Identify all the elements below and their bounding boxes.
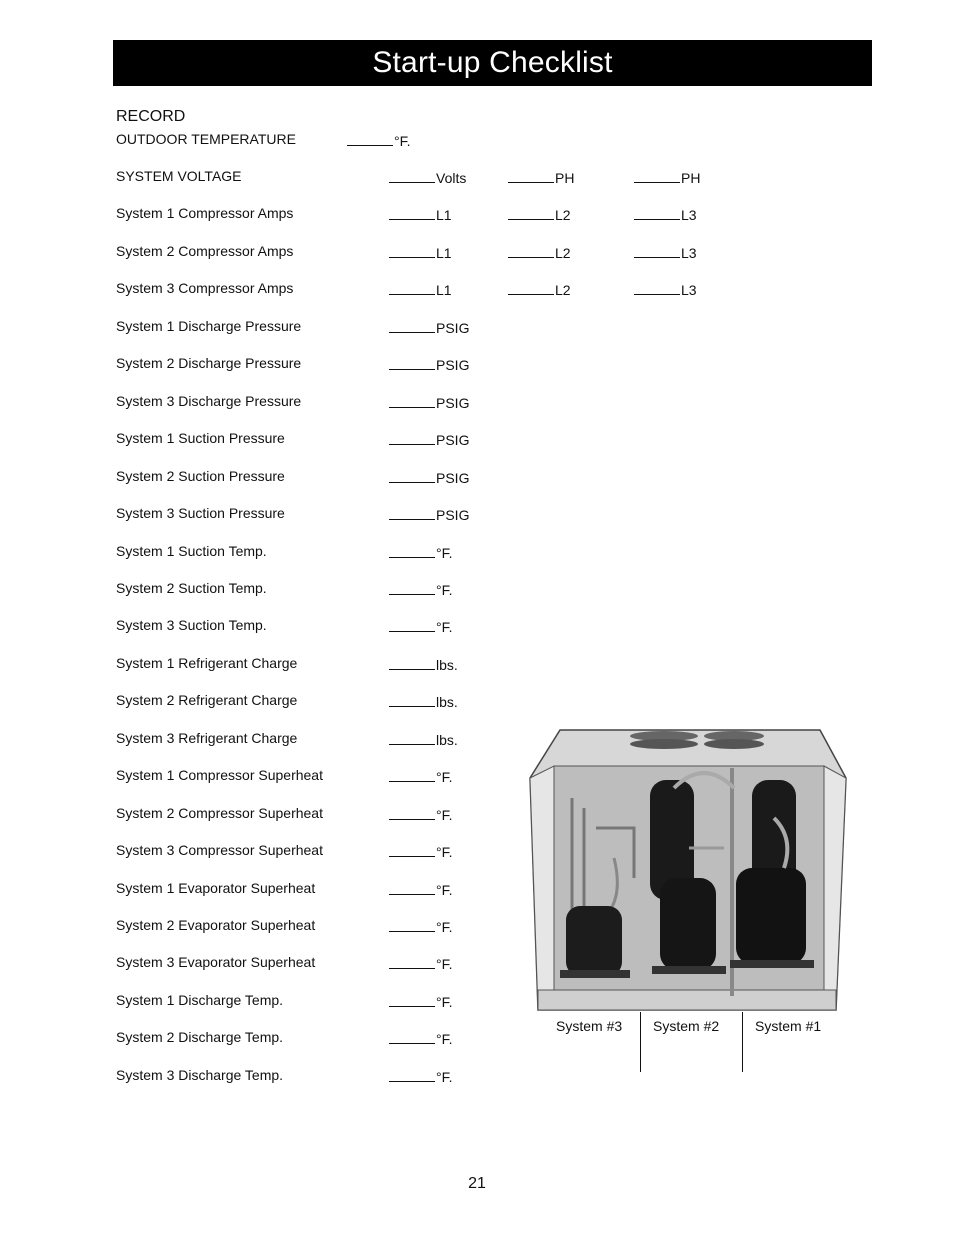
system-divider-left: [640, 1012, 641, 1072]
record-field-unit: °F.: [436, 769, 453, 785]
record-field[interactable]: [634, 168, 700, 186]
record-field-unit: Volts: [436, 170, 467, 186]
record-field-unit: L1: [436, 207, 452, 223]
record-row-label: System 2 Compressor Superheat: [116, 805, 323, 821]
record-field[interactable]: [389, 468, 469, 486]
record-field[interactable]: [508, 168, 574, 186]
blank-line: [508, 168, 554, 183]
record-field[interactable]: [389, 168, 466, 186]
record-field-unit: PSIG: [436, 395, 470, 411]
record-row-label: System 1 Suction Pressure: [116, 430, 285, 446]
record-field-unit: L3: [681, 207, 697, 223]
record-field-unit: L1: [436, 282, 452, 298]
blank-line: [389, 692, 435, 707]
record-field-unit: °F.: [436, 1069, 453, 1085]
record-field[interactable]: [389, 355, 469, 373]
record-field-unit: °F.: [436, 994, 453, 1010]
record-field-unit: PSIG: [436, 470, 470, 486]
blank-line: [389, 992, 435, 1007]
blank-line: [634, 243, 680, 258]
record-field[interactable]: [389, 205, 452, 223]
record-field[interactable]: [389, 767, 453, 785]
record-row-label: System 2 Suction Temp.: [116, 580, 267, 596]
record-field[interactable]: [508, 243, 571, 261]
blank-line: [389, 917, 435, 932]
record-field-unit: lbs.: [436, 694, 458, 710]
system-3-label: System #3: [556, 1018, 623, 1034]
blank-line: [389, 280, 435, 295]
blank-line: [508, 243, 554, 258]
record-field-unit: PH: [681, 170, 701, 186]
record-field-unit: L2: [555, 207, 571, 223]
record-row-label: System 3 Discharge Temp.: [116, 1067, 284, 1083]
blank-line: [508, 205, 554, 220]
record-field[interactable]: [389, 243, 452, 261]
blank-line: [389, 505, 435, 520]
blank-line: [389, 1067, 435, 1082]
record-field[interactable]: [389, 393, 469, 411]
record-row-label: System 1 Suction Temp.: [116, 543, 267, 559]
page-title: [113, 40, 872, 86]
blank-line: [389, 805, 435, 820]
record-field-unit: L1: [436, 245, 452, 261]
record-row-label: System 3 Evaporator Superheat: [116, 954, 316, 970]
blank-line: [389, 842, 435, 857]
blank-line: [389, 880, 435, 895]
record-field[interactable]: [389, 655, 458, 673]
record-row-label: System 1 Refrigerant Charge: [116, 655, 298, 671]
record-field-unit: °F.: [436, 619, 453, 635]
system-2-label: System #2: [653, 1018, 720, 1034]
record-field-unit: L3: [681, 282, 697, 298]
blank-line: [634, 168, 680, 183]
record-row-label: System 2 Discharge Pressure: [116, 355, 302, 371]
record-field-unit: lbs.: [436, 732, 458, 748]
blank-line: [389, 730, 435, 745]
record-field[interactable]: [508, 205, 571, 223]
record-field-unit: PSIG: [436, 507, 470, 523]
blank-line: [634, 280, 680, 295]
blank-line: [634, 205, 680, 220]
record-field[interactable]: [634, 243, 697, 261]
record-field[interactable]: [389, 692, 458, 710]
record-row-label: System 2 Discharge Temp.: [116, 1029, 284, 1045]
record-field-unit: °F.: [436, 1031, 453, 1047]
blank-line: [389, 580, 435, 595]
record-field[interactable]: [634, 205, 697, 223]
record-field[interactable]: [389, 992, 453, 1010]
record-field[interactable]: [389, 842, 453, 860]
blank-line: [389, 543, 435, 558]
record-row-label: System 3 Suction Pressure: [116, 505, 285, 521]
record-field[interactable]: [389, 318, 469, 336]
record-field-unit: lbs.: [436, 657, 458, 673]
record-heading: RECORD: [116, 108, 186, 125]
blank-line: [508, 280, 554, 295]
record-field[interactable]: [389, 730, 458, 748]
record-field-unit: °F.: [436, 582, 453, 598]
record-row-label: System 2 Compressor Amps: [116, 243, 294, 259]
blank-line: [389, 767, 435, 782]
record-field-unit: PH: [555, 170, 575, 186]
record-field-unit: °F.: [436, 882, 453, 898]
record-field[interactable]: [389, 505, 469, 523]
blank-line: [389, 168, 435, 183]
record-field-unit: L2: [555, 245, 571, 261]
record-field[interactable]: [389, 617, 453, 635]
condensing-unit-photo: [524, 728, 850, 1012]
blank-line: [389, 318, 435, 333]
system-1-label: System #1: [755, 1018, 822, 1034]
record-field-unit: L3: [681, 245, 697, 261]
record-row-label: System 2 Evaporator Superheat: [116, 917, 316, 933]
record-field-unit: L2: [555, 282, 571, 298]
record-field-unit: °F.: [436, 844, 453, 860]
record-field[interactable]: [634, 280, 697, 298]
outdoor-temperature-label: OUTDOOR TEMPERATURE: [116, 131, 296, 147]
record-row-label: System 3 Discharge Pressure: [116, 393, 302, 409]
page-number: 21: [468, 1175, 486, 1192]
record-field[interactable]: [389, 954, 453, 972]
record-row-label: System 1 Discharge Pressure: [116, 318, 302, 334]
blank-line: [389, 617, 435, 632]
blank-line: [389, 1029, 435, 1044]
outdoor-temperature-unit: °F.: [394, 133, 411, 149]
blank-line: [389, 655, 435, 670]
record-field[interactable]: [389, 917, 453, 935]
blank-line: [389, 954, 435, 969]
record-field-unit: °F.: [436, 807, 453, 823]
blank-line: [389, 243, 435, 258]
record-row-label: System 2 Refrigerant Charge: [116, 692, 298, 708]
record-field[interactable]: [389, 543, 453, 561]
blank-line: [389, 205, 435, 220]
record-row-label: System 2 Suction Pressure: [116, 468, 285, 484]
blank-line: [389, 468, 435, 483]
record-field-unit: °F.: [436, 919, 453, 935]
record-field[interactable]: [389, 805, 453, 823]
record-row-label: System 1 Discharge Temp.: [116, 992, 284, 1008]
record-field[interactable]: [389, 880, 453, 898]
record-field[interactable]: [389, 280, 452, 298]
record-row-label: System 1 Evaporator Superheat: [116, 880, 316, 896]
record-field-unit: PSIG: [436, 320, 470, 336]
system-divider-right: [742, 1012, 743, 1072]
record-field[interactable]: [389, 1029, 453, 1047]
record-row-label: System 3 Compressor Superheat: [116, 842, 323, 858]
record-field[interactable]: [508, 280, 571, 298]
blank-line: [347, 131, 393, 146]
blank-line: [389, 355, 435, 370]
page-title-text: Start-up Checklist: [372, 46, 613, 79]
record-field[interactable]: [389, 430, 469, 448]
record-row-label: SYSTEM VOLTAGE: [116, 168, 242, 184]
record-field[interactable]: [389, 580, 453, 598]
record-row-label: System 3 Compressor Amps: [116, 280, 294, 296]
record-field-unit: °F.: [436, 545, 453, 561]
condensing-unit-illustration: [524, 728, 850, 1012]
record-field-unit: PSIG: [436, 357, 470, 373]
record-field-unit: PSIG: [436, 432, 470, 448]
record-row-label: System 3 Suction Temp.: [116, 617, 267, 633]
blank-line: [389, 393, 435, 408]
record-field[interactable]: [389, 1067, 453, 1085]
record-field-unit: °F.: [436, 956, 453, 972]
record-row-label: System 3 Refrigerant Charge: [116, 730, 298, 746]
record-row-label: System 1 Compressor Superheat: [116, 767, 323, 783]
outdoor-temperature-field[interactable]: [347, 131, 411, 149]
record-row-label: System 1 Compressor Amps: [116, 205, 294, 221]
blank-line: [389, 430, 435, 445]
